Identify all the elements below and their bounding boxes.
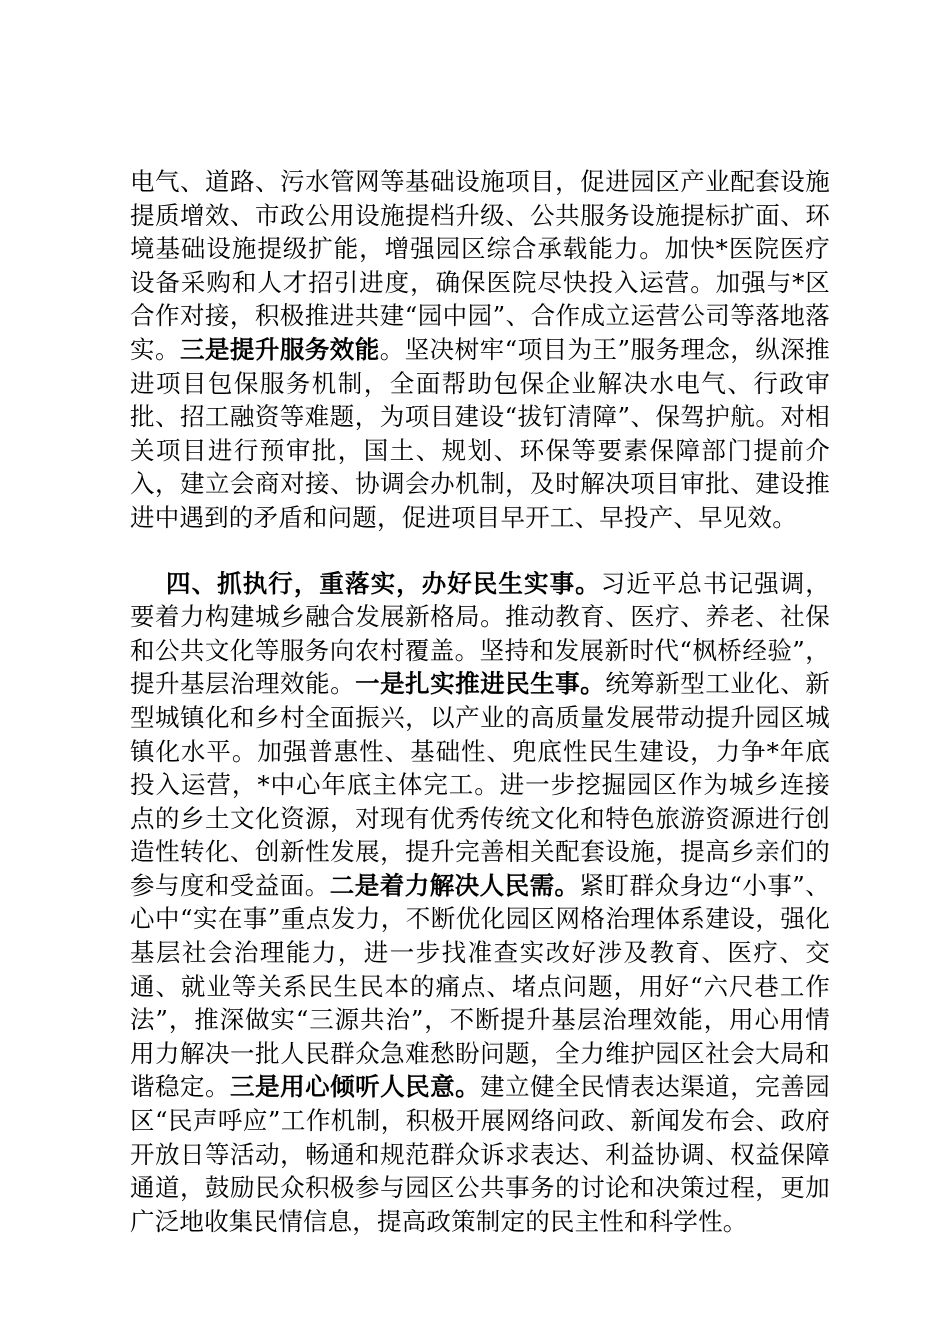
paragraph-text: 建立健全民情表达渠道，完善园区“民声呼应”工作机制，积极开展网络问政、新闻发布会、政府开放日等活动，畅通和规范群众诉求表达、利益协调、权益保障通道，鼓励民众积极参与园区公共事务的讨论和决策过程，更加广泛地收集民情信息，提高政策制定的民主性和科学性。 xyxy=(130,1072,830,1236)
document-page xyxy=(130,165,830,1238)
paragraph-text: 电气、道路、污水管网等基础设施项目，促进园区产业配套设施提质增效、市政公用设施提档升级、公共服务设施提标扩面、环境基础设施提级扩能，增强园区综合承载能力。加快*医院医疗设备采购和人才招引进度，确保医院尽快投入运营。加强与*区合作对接，积极推进共建“园中园”、合作成立运营公司等落地落实。 xyxy=(130,167,830,364)
paragraph-text: 习近平总书记强调，要着力构建城乡融合发展新格局。推动教育、医疗、养老、社保和公共文化等服务向农村覆盖。坚持和发展新时代“枫桥经验”，提升基层治理效能。 xyxy=(130,568,830,699)
paragraph-text: 。坚决树牢“项目为王”服务理念，纵深推进项目包保服务机制，全面帮助包保企业解决水电气、行政审批、招工融资等难题，为项目建设“拔钉清障”、保驾护航。对相关项目进行预审批，国土、规划、环保等要素保障部门提前介入，建立会商对接、协调会办机制，及时解决项目审批、建设推进中遇到的矛盾和问题，促进项目早开工、早投产、早见效。 xyxy=(130,334,830,532)
body-paragraph-1 xyxy=(130,165,830,535)
body-paragraph-2 xyxy=(130,567,830,1239)
bold-heading-two: 二是着力解决人民需。 xyxy=(329,870,580,900)
bold-heading-three: 三是提升服务效能 xyxy=(179,334,380,364)
paragraph-text: 紧盯群众身边“小事”、心中“实在事”重点发力，不断优化园区网格治理体系建设，强化基层社会治理能力，进一步找准查实改好涉及教育、医疗、交通、就业等关系民生民本的痛点、堵点问题，用好“六尺巷工作法”，推深做实“三源共治”，不断提升基层治理效能，用心用情用力解决一批人民群众急难愁盼问题，全力维护园区社会大局和谐稳定。 xyxy=(130,870,831,1102)
paragraph-text: 统筹新型工业化、新型城镇化和乡村全面振兴，以产业的高质量发展带动提升园区城镇化水平。加强普惠性、基础性、兜底性民生建设，力争*年底投入运营，*中心年底主体完工。进一步挖掘园区作为城乡连接点的乡土文化资源，对现有优秀传统文化和特色旅游资源进行创造性转化、创新性发展，提升完善相关配套设施，提高乡亲们的参与度和受益面。 xyxy=(130,669,830,900)
bold-heading-one: 一是扎实推进民生事。 xyxy=(355,669,606,699)
bold-heading-three: 三是用心倾听人民意。 xyxy=(230,1072,481,1102)
section-heading-four: 四、抓执行，重落实，办好民生实事。 xyxy=(166,568,601,598)
